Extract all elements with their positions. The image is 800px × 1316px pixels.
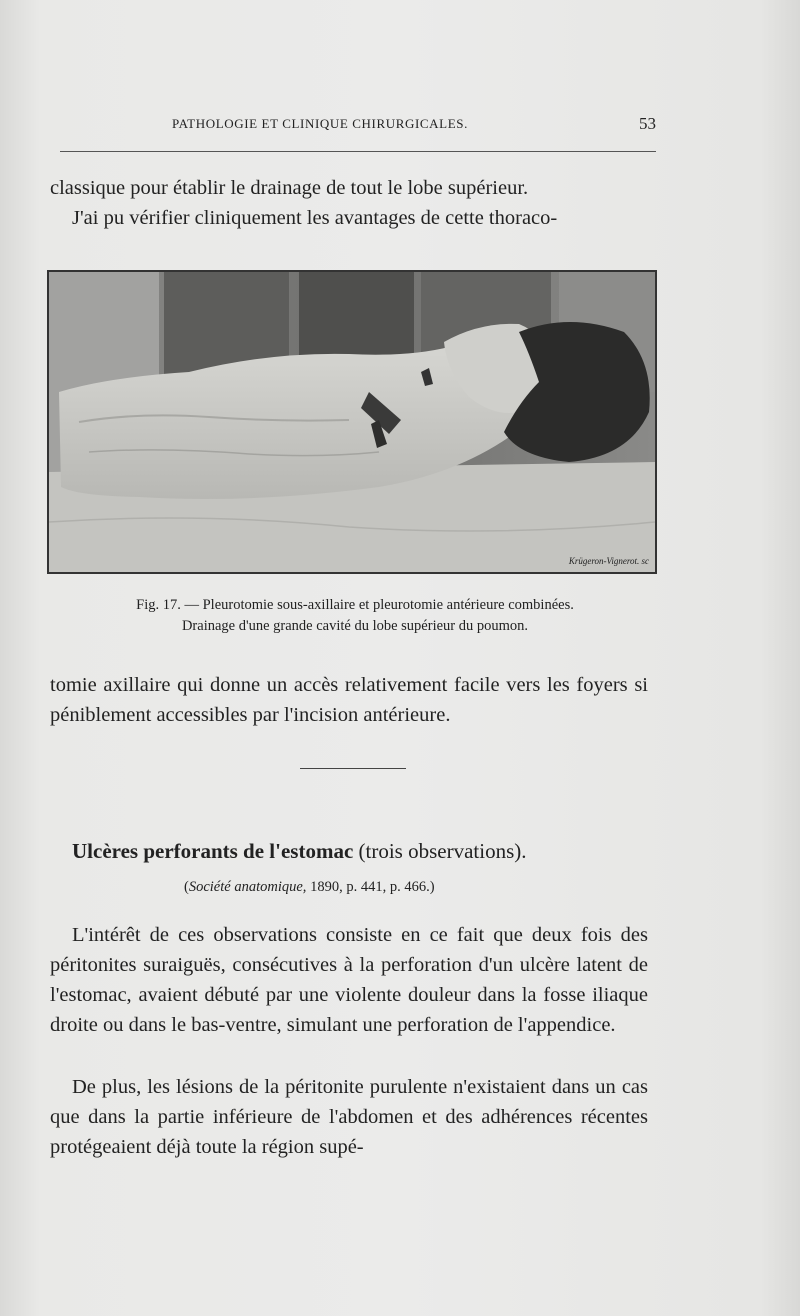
running-title: PATHOLOGIE ET CLINIQUE CHIRURGICALES. — [172, 116, 468, 131]
section-title — [72, 836, 652, 866]
paragraph-4-text: De plus, les lésions de la péritonite purulente n'existaient dans un cas que dans la partie inférieure de l'abdomen et des adhérences récentes protégeaient déjà toute la région supé- — [50, 1076, 648, 1158]
page-number: 53 — [639, 114, 656, 133]
paragraph-3-text: L'intérêt de ces observations consiste en ce fait que deux fois des péritonites suraiguës, consécutives à la perforation d'un ulcère latent de l'estomac, avaient débuté par une violente douleur dans la fosse iliaque droite ou dans le bas-ventre, simulant une perforation de l'appendice. — [50, 924, 648, 1036]
paragraph-1-line-1: classique pour établir le drainage de tout le lobe supérieur. — [50, 177, 529, 199]
engraver-signature: Krügeron-Vignerot. sc — [568, 556, 649, 566]
section-title-rest: (trois observations). — [353, 839, 527, 863]
paragraph-3 — [50, 920, 648, 1040]
source-journal: Société anatomique, — [188, 879, 307, 895]
source-open-paren: ( — [184, 879, 189, 895]
figure-caption — [55, 595, 655, 637]
paragraph-4 — [50, 1072, 648, 1162]
figure-17-illustration — [49, 272, 655, 572]
paragraph-2 — [50, 670, 648, 730]
paragraph-1-line-2: J'ai pu vérifier cliniquement les avantages de cette thoraco- — [72, 207, 558, 229]
section-title-bold: Ulcères perforants de l'estomac — [72, 839, 354, 863]
caption-line-1: Fig. 17. — Pleurotomie sous-axillaire et pleurotomie antérieure combinées. — [136, 597, 574, 613]
paragraph-2-text: tomie axillaire qui donne un accès relativement facile vers les foyers si péniblement accessibles par l'incision antérieure. — [50, 674, 648, 726]
running-header — [60, 116, 656, 138]
source-pages: 1890, p. 441, p. 466.) — [306, 879, 435, 895]
section-separator — [300, 768, 406, 769]
paragraph-1 — [50, 173, 648, 233]
figure-17-photograph — [47, 270, 657, 574]
source-reference — [184, 877, 435, 897]
caption-line-2: Drainage d'une grande cavité du lobe supérieur du poumon. — [181, 618, 529, 634]
header-rule — [60, 151, 656, 152]
